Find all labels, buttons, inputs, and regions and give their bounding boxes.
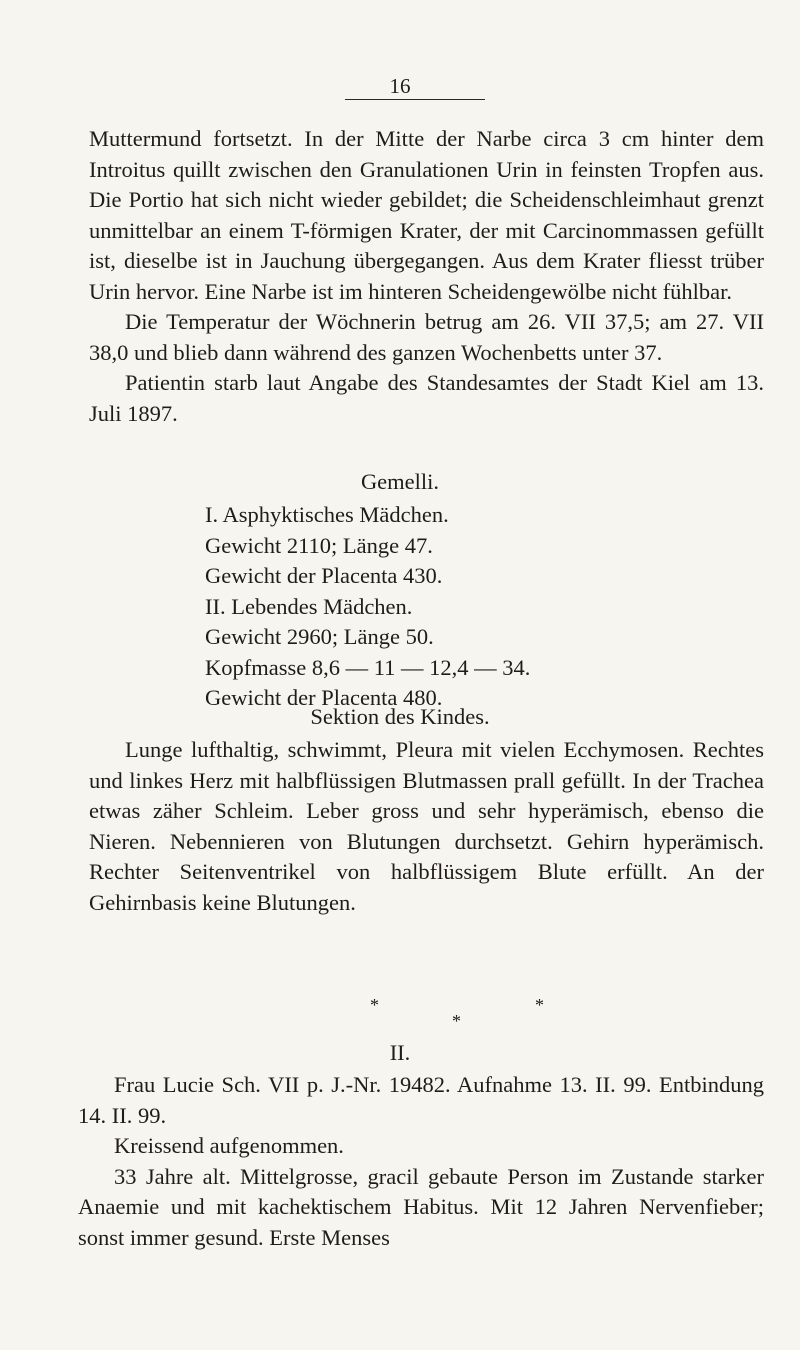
gemelli-heading: Gemelli. — [360, 469, 440, 494]
paragraph-temperature: Die Temperatur der Wöchnerin betrug am 26. VII 37,5; am 27. VII 38,0 und blieb dann während des ganzen Wochenbetts unter 37. — [89, 309, 764, 365]
twin-line: Kopfmasse 8,6 — 11 — 12,4 — 34. — [205, 654, 531, 680]
twin-line: Gewicht der Placenta 480. — [205, 685, 443, 710]
twin-line: Gewicht 2110; Länge 47. — [205, 532, 433, 558]
case-number-heading: II. — [389, 1040, 411, 1065]
paragraph-autopsy: Lunge lufthaltig, schwimmt, Pleura mit vielen Ecchymosen. Rechtes und linkes Herz mit halbflüssigen Blutmassen prall gefüllt. In der Trachea etwas zäher Schleim. Leber gross und sehr hyperämisch, ebenso die Nieren. Nebennieren von Blutungen durchsetzt. Gehirn hyperämisch. Rechter Seitenventrikel von halbflüssigem Blute erfüllt. An der Gehirnbasis keine Blutungen. — [89, 737, 764, 915]
paragraph-anamnesis: 33 Jahre alt. Mittelgrosse, gracil gebaute Person im Zustande starker Anaemie und mit kachektischem Habitus. Mit 12 Jahren Nervenfieber; sonst immer gesund. Erste Menses — [78, 1163, 764, 1250]
paragraph-patient-record: Frau Lucie Sch. VII p. J.-Nr. 19482. Aufnahme 13. II. 99. Entbindung 14. II. 99. — [78, 1072, 764, 1128]
paragraph-admission: Kreissend aufgenommen. — [114, 1133, 344, 1158]
twin-line: I. Asphyktisches Mädchen. — [205, 502, 449, 527]
asterisk: * — [535, 995, 544, 1015]
twin-line: Gewicht 2960; Länge 50. — [205, 624, 434, 649]
twin-line: II. Lebendes Mädchen. — [205, 593, 413, 619]
twin-line: Gewicht der Placenta 430. — [205, 563, 443, 588]
paragraph-death: Patientin starb laut Angabe des Standesamtes der Stadt Kiel am 13. Juli 1897. — [89, 370, 764, 426]
case-report-continuation — [89, 124, 764, 429]
asterisk: * — [452, 1011, 461, 1031]
paragraph-findings: Muttermund fortsetzt. In der Mitte der Narbe circa 3 cm hinter dem Introitus quillt zwischen den Granulationen Urin in feinsten Tropfen aus. Die Portio hat sich nicht wieder gebildet; die Scheidenschleimhaut grenzt unmittelbar an einem T-förmigen Krater, der mit Carcinommassen gefüllt ist, dieselbe ist in Jauchung übergegangen. Aus dem Krater fliesst trüber Urin hervor. Eine Narbe ist im hinteren Scheidengewölbe nicht fühlbar. — [89, 126, 764, 304]
page-number: 16 — [389, 74, 411, 98]
asterism-separator — [0, 995, 800, 1045]
sektion-text — [89, 735, 764, 918]
case-two-text — [78, 1070, 764, 1253]
header-rule — [345, 99, 485, 100]
asterisk: * — [370, 995, 379, 1015]
twin-measurements — [205, 500, 530, 714]
sektion-heading: Sektion des Kindes. — [310, 704, 490, 729]
